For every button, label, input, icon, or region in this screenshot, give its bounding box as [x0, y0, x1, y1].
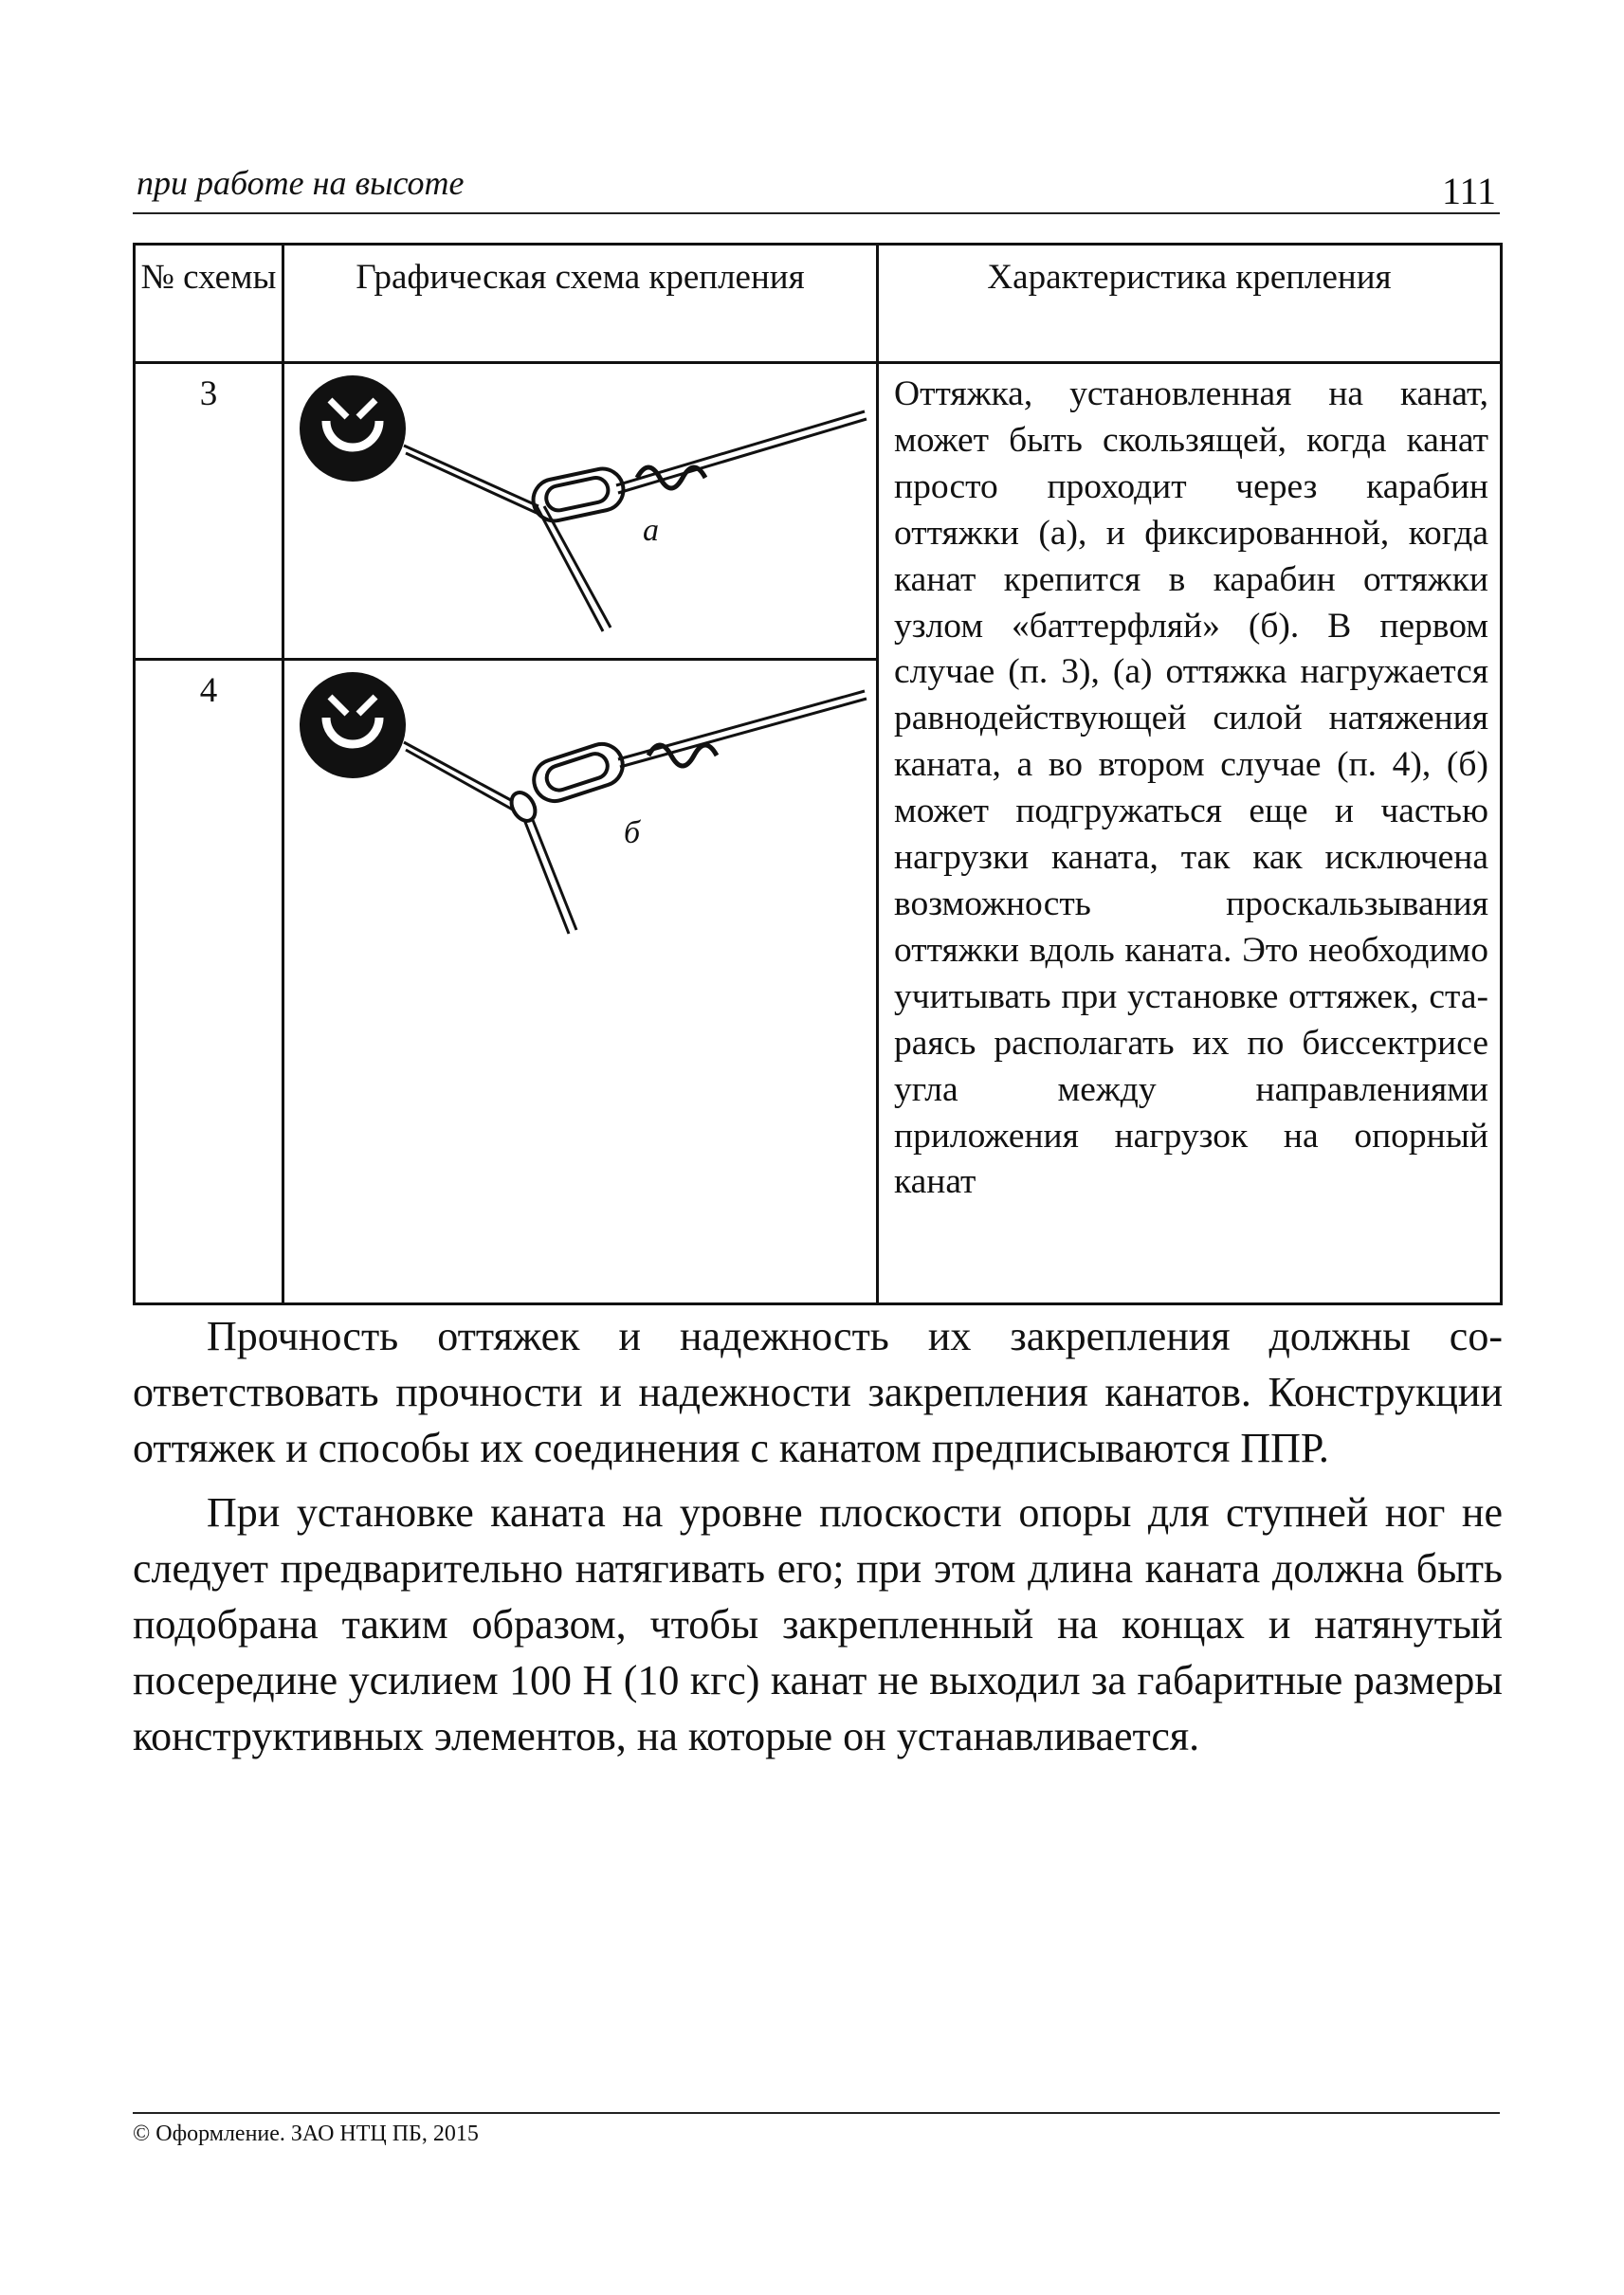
scheme-figure-cell — [283, 660, 878, 1304]
sliding-guy-diagram — [284, 364, 876, 658]
scheme-number-cell: 3 — [135, 363, 283, 660]
running-header — [133, 159, 1500, 214]
butterfly-knot-icon — [506, 789, 539, 826]
scheme-number-cell: 4 — [135, 660, 283, 1304]
main-rope-icon — [618, 691, 867, 767]
header-characteristic: Характеристика крепления — [878, 245, 1502, 363]
paragraph: Прочность оттяжек и надежность их закрепления должны соответствовать прочности и надежности закрепления канатов. Конструкции оттяжек и способы их соединения с канатом предписываются ППР. — [133, 1313, 1503, 1471]
carabiner-icon — [529, 465, 627, 525]
fixed-guy-diagram — [284, 661, 876, 955]
anchor-pulley-icon — [300, 375, 406, 482]
running-title: при работе на высоте — [137, 164, 465, 202]
footer-divider — [133, 2112, 1500, 2114]
attachment-table — [133, 243, 1503, 1305]
table-row — [135, 363, 1502, 660]
header-scheme-number: № схемы — [135, 245, 283, 363]
characteristic-text: Оттяжка, установленная на канат, может быть скользящей, когда канат просто проходит через карабин оттяжки (а), и фиксированной, когда канат крепится в карабин оттяжки узлом «баттерфляй» (б). В первом случае (п. 3), (а) оттяжка нагружается равнодействующей силой натяжения каната, а во втором случае (п. 4), (б) может подгружаться еще и частью нагрузки каната, так как исключена возможность проскальзывания оттяжки вдоль каната. Это необходимо учитывать при установке оттяжек, стараясь располагать их по биссектрисе угла между направлениями приложения нагрузок на опорный канат — [878, 363, 1502, 1304]
copyright-footer: © Оформление. ЗАО НТЦ ПБ, 2015 — [133, 2122, 479, 2146]
scheme-figure-cell — [283, 363, 878, 660]
page-number: 111 — [1441, 170, 1496, 212]
figure-label-a: а — [643, 513, 659, 548]
carabiner-icon — [529, 738, 629, 807]
header-graphic-scheme: Графическая схема крепления — [283, 245, 878, 363]
table-header-row — [135, 245, 1502, 363]
figure-label-b: б — [624, 815, 641, 850]
body-text — [133, 1308, 1503, 1764]
paragraph: При установке каната на уровне плоскости опоры для ступней ног не следует предварительно натягивать его; при этом длина каната должна быть подобрана таким образом, чтобы закрепленный на концах и натянутый посередине усилием 100 Н (10 кгс) канат не выходил за габаритные размеры конструктивных элементов, на которые он устанавливается. — [133, 1489, 1503, 1759]
main-rope-icon — [616, 411, 867, 493]
anchor-pulley-icon — [300, 672, 406, 778]
